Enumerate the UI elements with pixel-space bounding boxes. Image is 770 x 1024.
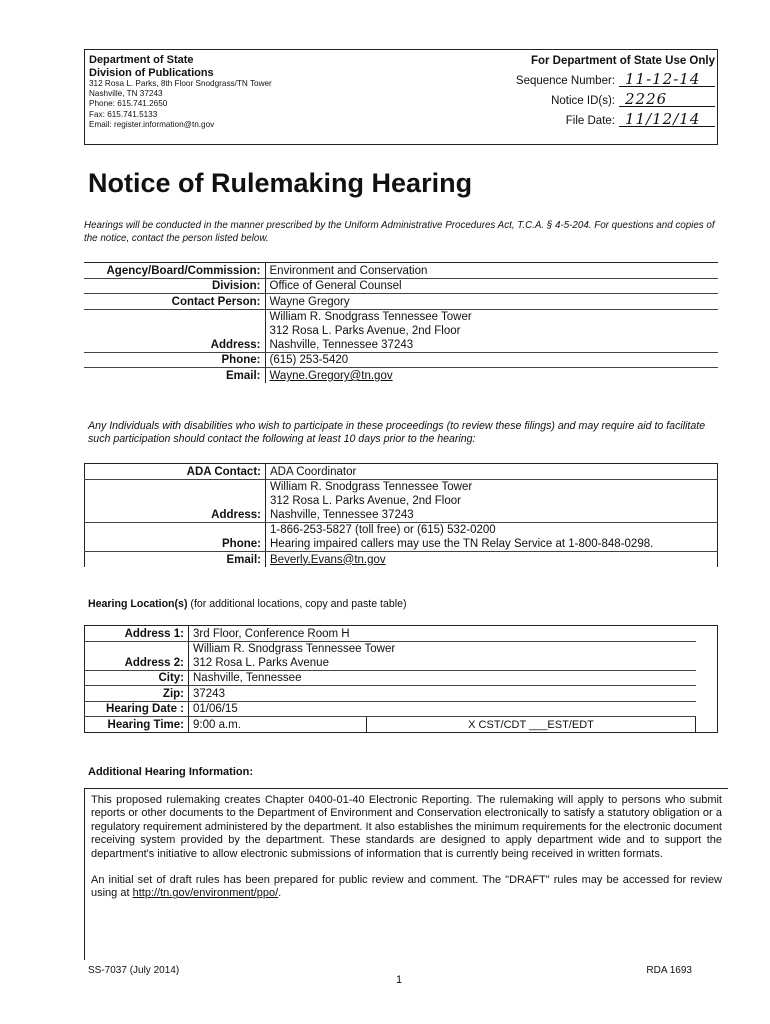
additional-heading: Additional Hearing Information: — [88, 766, 253, 778]
additional-paragraph2-end: . — [278, 887, 282, 900]
rda-number: RDA 1693 — [646, 965, 692, 976]
phone-label: Phone: — [84, 352, 265, 368]
ada-phone-value — [266, 522, 718, 551]
address2-line2: 312 Rosa L. Parks Avenue — [193, 656, 329, 669]
cst-option[interactable]: X CST/CDT — [468, 718, 526, 731]
contact-value: Wayne Gregory — [265, 294, 718, 310]
address1-label: Address 1: — [85, 626, 189, 642]
state-use-title: For Department of State Use Only — [530, 55, 715, 67]
city-value: Nashville, Tennessee — [189, 670, 696, 686]
email-label: Email: — [84, 368, 265, 384]
address2-line1: William R. Snodgrass Tennessee Tower — [193, 642, 396, 655]
division-row — [84, 278, 718, 294]
file-date-label: File Date: — [565, 115, 615, 127]
date-row — [85, 701, 718, 717]
sequence-value: 11-12-14 — [619, 72, 715, 87]
address2-value — [189, 641, 696, 670]
ada-table — [84, 463, 718, 567]
address-line1: William R. Snodgrass Tennessee Tower — [269, 310, 472, 323]
state-use-block — [480, 55, 715, 127]
zip-row — [85, 686, 718, 702]
date-label: Hearing Date : — [85, 701, 189, 717]
ada-address-value — [266, 479, 718, 522]
address1-row — [85, 626, 718, 642]
address2-row — [85, 641, 718, 670]
zip-value: 37243 — [189, 686, 696, 702]
division-name: Division of Publications — [89, 66, 214, 79]
intro-text: Hearings will be conducted in the manner prescribed by the Uniform Administrative Procedures Act, T.C.A. § 4-5-204. For questions and copies of the notice, contact the person listed below. — [84, 220, 715, 244]
address-value — [265, 309, 718, 352]
page-number: 1 — [396, 974, 403, 986]
address2-label: Address 2: — [85, 641, 189, 670]
address1-value: 3rd Floor, Conference Room H — [189, 626, 696, 642]
agency-value: Environment and Conservation — [265, 263, 718, 279]
department-address-line2: Nashville, TN 37243 — [89, 89, 163, 99]
agency-label: Agency/Board/Commission: — [84, 263, 265, 279]
ada-email-link[interactable]: Beverly.Evans@tn.gov — [270, 553, 386, 566]
file-date-value: 11/12/14 — [619, 112, 715, 127]
department-fax: Fax: 615.741.5133 — [89, 109, 158, 119]
department-block — [89, 54, 272, 130]
date-value: 01/06/15 — [189, 701, 696, 717]
ada-phone-line1: 1-866-253-5827 (toll free) or (615) 532-0200 — [270, 523, 496, 536]
ada-address-line3: Nashville, Tennessee 37243 — [270, 508, 414, 521]
additional-info-box — [84, 788, 728, 960]
ada-contact-row — [85, 464, 718, 480]
notice-label: Notice ID(s): — [551, 95, 615, 107]
ada-email-row — [85, 551, 718, 567]
zip-label: Zip: — [85, 686, 189, 702]
division-label: Division: — [84, 278, 265, 294]
notice-row — [480, 90, 715, 108]
ada-email-label: Email: — [85, 551, 266, 567]
time-row — [85, 717, 718, 733]
city-row — [85, 670, 718, 686]
department-phone: Phone: 615.741.2650 — [89, 99, 168, 109]
agency-table — [84, 262, 718, 383]
ada-address-line2: 312 Rosa L. Parks Avenue, 2nd Floor — [270, 494, 461, 507]
address-label: Address: — [84, 309, 265, 352]
form-id: SS-7037 (July 2014) — [88, 965, 180, 976]
location-heading-bold: Hearing Location(s) — [88, 598, 188, 610]
department-email: Email: register.information@tn.gov — [89, 119, 215, 129]
additional-paragraph1: This proposed rulemaking creates Chapter 0400-01-40 Electronic Reporting. The rulemaking will apply to persons who submit reports or other documents to the Department of Environment and Conservation electronically to satisfy a statutory obligation or a regulatory requirement administered by the department. It also establishes the minimum requirements for the electronic document receiving system provided by the department. These standards are designed to apply department wide and to support the department's initiative to allow electronic submissions of information that is currently being received in written formats. — [91, 794, 722, 860]
ada-contact-value: ADA Coordinator — [266, 464, 718, 480]
address-line3: Nashville, Tennessee 37243 — [269, 338, 414, 351]
file-date-row — [480, 110, 715, 128]
sequence-label: Sequence Number: — [515, 75, 615, 87]
location-heading-note: (for additional locations, copy and paste table) — [187, 598, 407, 610]
division-value: Office of General Counsel — [265, 278, 718, 294]
ada-address-line1: William R. Snodgrass Tennessee Tower — [270, 480, 473, 493]
time-value: 9:00 a.m. — [193, 718, 241, 731]
est-option[interactable]: ___EST/EDT — [529, 718, 594, 731]
location-heading — [88, 598, 407, 610]
department-name: Department of State — [89, 54, 194, 66]
page-title: Notice of Rulemaking Hearing — [88, 168, 473, 198]
ada-phone-row — [85, 522, 718, 551]
department-address-line1: 312 Rosa L. Parks, 8th Floor Snodgrass/TN Tower — [89, 79, 272, 88]
agency-row — [84, 263, 718, 279]
draft-rules-link[interactable]: http://tn.gov/environment/ppo/ — [132, 887, 279, 900]
time-label: Hearing Time: — [85, 717, 189, 733]
phone-row — [84, 352, 718, 368]
city-label: City: — [85, 670, 189, 686]
address-row — [84, 309, 718, 352]
header-box — [84, 49, 718, 145]
address-line2: 312 Rosa L. Parks Avenue, 2nd Floor — [269, 324, 461, 337]
email-link[interactable]: Wayne.Gregory@tn.gov — [269, 370, 393, 382]
phone-value: (615) 253-5420 — [265, 352, 718, 368]
ada-contact-label: ADA Contact: — [85, 464, 266, 480]
ada-phone-label: Phone: — [85, 522, 266, 551]
contact-label: Contact Person: — [84, 294, 265, 310]
ada-phone-line2: Hearing impaired callers may use the TN Relay Service at 1-800-848-0298. — [270, 537, 654, 550]
sequence-row — [480, 70, 715, 88]
email-row — [84, 368, 718, 384]
ada-address-label: Address: — [85, 479, 266, 522]
contact-row — [84, 294, 718, 310]
ada-address-row — [85, 479, 718, 522]
ada-note: Any Individuals with disabilities who wish to participate in these proceedings (to review these filings) and may require aid to facilitate such participation should contact the following at least 10 days prior to the hearing: — [88, 420, 706, 445]
additional-paragraph2 — [91, 874, 722, 901]
location-table — [84, 625, 718, 733]
additional-paragraph2-text: An initial set of draft rules has been prepared for public review and comment. The "DRAFT" rules may be accessed for review using at — [91, 874, 722, 900]
notice-value: 2226 — [619, 92, 715, 107]
